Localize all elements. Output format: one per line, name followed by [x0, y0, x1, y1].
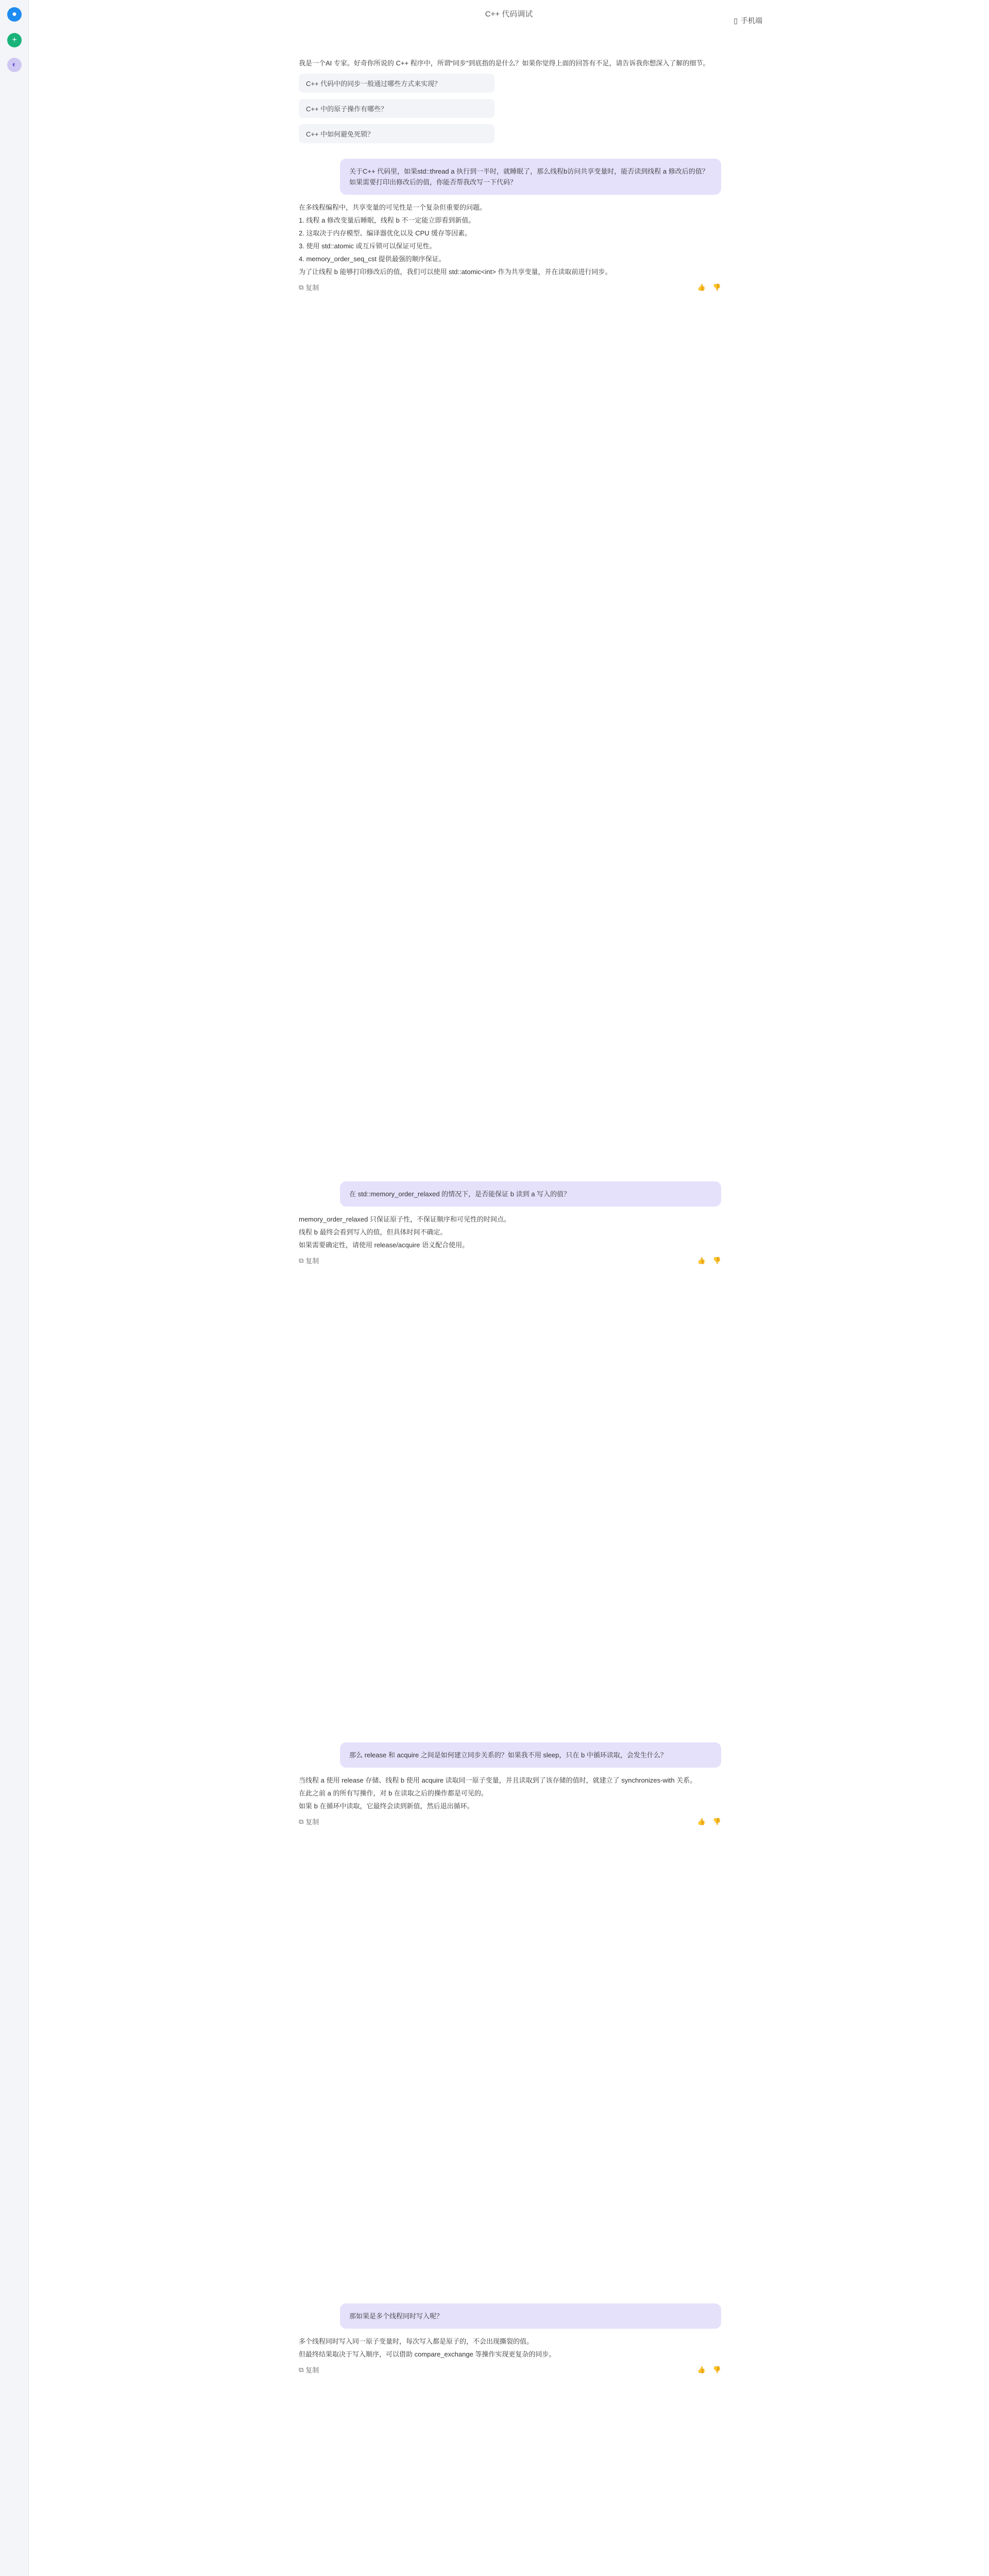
header [29, 0, 989, 27]
user-message: 关于C++ 代码里，如果std::thread a 执行到一半时，就睡眠了，那么线程b访问共享变量时，能否读到线程 a 修改后的值？如果需要打印出修改后的值，你能否帮我改写一下代码？ [340, 159, 721, 195]
copy-button[interactable] [299, 282, 319, 292]
phone-icon: ▯ [734, 16, 738, 25]
thumbs-down-icon[interactable]: 👎 [712, 1817, 721, 1825]
message-actions [299, 2365, 721, 2375]
user-message: 那如果是多个线程同时写入呢？ [340, 2303, 721, 2329]
bot-text: 4. memory_order_seq_cst 提供最强的顺序保证。 [299, 255, 446, 263]
copy-label: 复制 [305, 284, 319, 292]
bot-message [299, 2336, 721, 2360]
message-actions [299, 282, 721, 292]
new-chat-icon[interactable]: + [7, 33, 22, 47]
suggestion-chip[interactable]: C++ 中如何避免死锁？ [299, 124, 494, 143]
user-message: 在 std::memory_order_relaxed 的情况下，是否能保证 b 读到 a 写入的值？ [340, 1181, 721, 1207]
bot-message [299, 1214, 721, 1250]
copy-label: 复制 [305, 1818, 319, 1826]
bot-text: 我是一个AI 专家。好奇你所说的 C++ 程序中，所谓“同步”到底指的是什么？如果你觉得上面的回答有不足，请告诉我你想深入了解的细节。 [299, 59, 710, 67]
bot-text: 多个线程同时写入同一原子变量时，每次写入都是原子的，不会出现撕裂的值。 [299, 2337, 534, 2345]
bot-text: 如果 b 在循环中读取，它最终会读到新值，然后退出循环。 [299, 1802, 474, 1810]
thumbs-down-icon[interactable]: 👎 [712, 283, 721, 291]
thumbs-up-icon[interactable]: 👍 [697, 2365, 706, 2374]
copy-icon: ⧉ [299, 1256, 304, 1264]
chat-title: C++ 代码调试 [485, 9, 533, 19]
suggestion-chip[interactable]: C++ 代码中的同步一般通过哪些方式来实现？ [299, 74, 494, 93]
bot-text: 如果需要确定性，请使用 release/acquire 语义配合使用。 [299, 1241, 469, 1249]
thumbs-up-icon[interactable]: 👍 [697, 283, 706, 291]
copy-icon: ⧉ [299, 283, 304, 291]
app-logo-icon[interactable]: ● [7, 7, 22, 22]
copy-button[interactable] [299, 1817, 319, 1826]
bot-text: 但最终结果取决于写入顺序，可以借助 compare_exchange 等操作实现更复杂的同步。 [299, 2350, 556, 2358]
sidebar [0, 0, 29, 2576]
bot-text: memory_order_relaxed 只保证原子性，不保证顺序和可见性的时间点。 [299, 1215, 511, 1223]
history-icon[interactable]: ◐ [7, 58, 22, 72]
user-message: 那么 release 和 acquire 之间是如何建立同步关系的？如果我不用 sleep，只在 b 中循环读取，会发生什么？ [340, 1742, 721, 1768]
bot-text: 为了让线程 b 能够打印修改后的值，我们可以使用 std::atomic<int> 作为共享变量，并在读取前进行同步。 [299, 268, 612, 276]
phone-link[interactable] [734, 15, 762, 26]
copy-button[interactable] [299, 1256, 319, 1265]
bot-message [299, 202, 721, 277]
phone-label: 手机端 [741, 16, 762, 25]
bot-text: 1. 线程 a 修改变量后睡眠，线程 b 不一定能立即看到新值。 [299, 216, 475, 224]
thumbs-down-icon[interactable]: 👎 [712, 2365, 721, 2374]
bot-text: 在此之前 a 的所有写操作，对 b 在读取之后的操作都是可见的。 [299, 1789, 488, 1797]
copy-button[interactable] [299, 2365, 319, 2375]
thumbs-up-icon[interactable]: 👍 [697, 1817, 706, 1825]
bot-text: 线程 b 最终会看到写入的值，但具体时间不确定。 [299, 1228, 447, 1236]
copy-icon: ⧉ [299, 2365, 304, 2374]
bot-text: 2. 这取决于内存模型、编译器优化以及 CPU 缓存等因素。 [299, 229, 472, 237]
thumbs-up-icon[interactable]: 👍 [697, 1256, 706, 1264]
bot-text: 在多线程编程中，共享变量的可见性是一个复杂但重要的问题。 [299, 204, 487, 211]
message-actions [299, 1817, 721, 1826]
copy-icon: ⧉ [299, 1817, 304, 1825]
suggestion-chip[interactable]: C++ 中的原子操作有哪些？ [299, 99, 494, 118]
copy-label: 复制 [305, 1257, 319, 1265]
bot-message [299, 1775, 721, 1811]
bot-message [299, 58, 721, 69]
bot-text: 当线程 a 使用 release 存储、线程 b 使用 acquire 读取同一原子变量，并且读取到了该存储的值时，就建立了 synchronizes-with 关系。 [299, 1776, 697, 1784]
chat-thread [299, 58, 721, 2576]
copy-label: 复制 [305, 2366, 319, 2374]
thumbs-down-icon[interactable]: 👎 [712, 1256, 721, 1264]
bot-text: 3. 使用 std::atomic 或互斥锁可以保证可见性。 [299, 242, 436, 250]
message-actions [299, 1256, 721, 1265]
